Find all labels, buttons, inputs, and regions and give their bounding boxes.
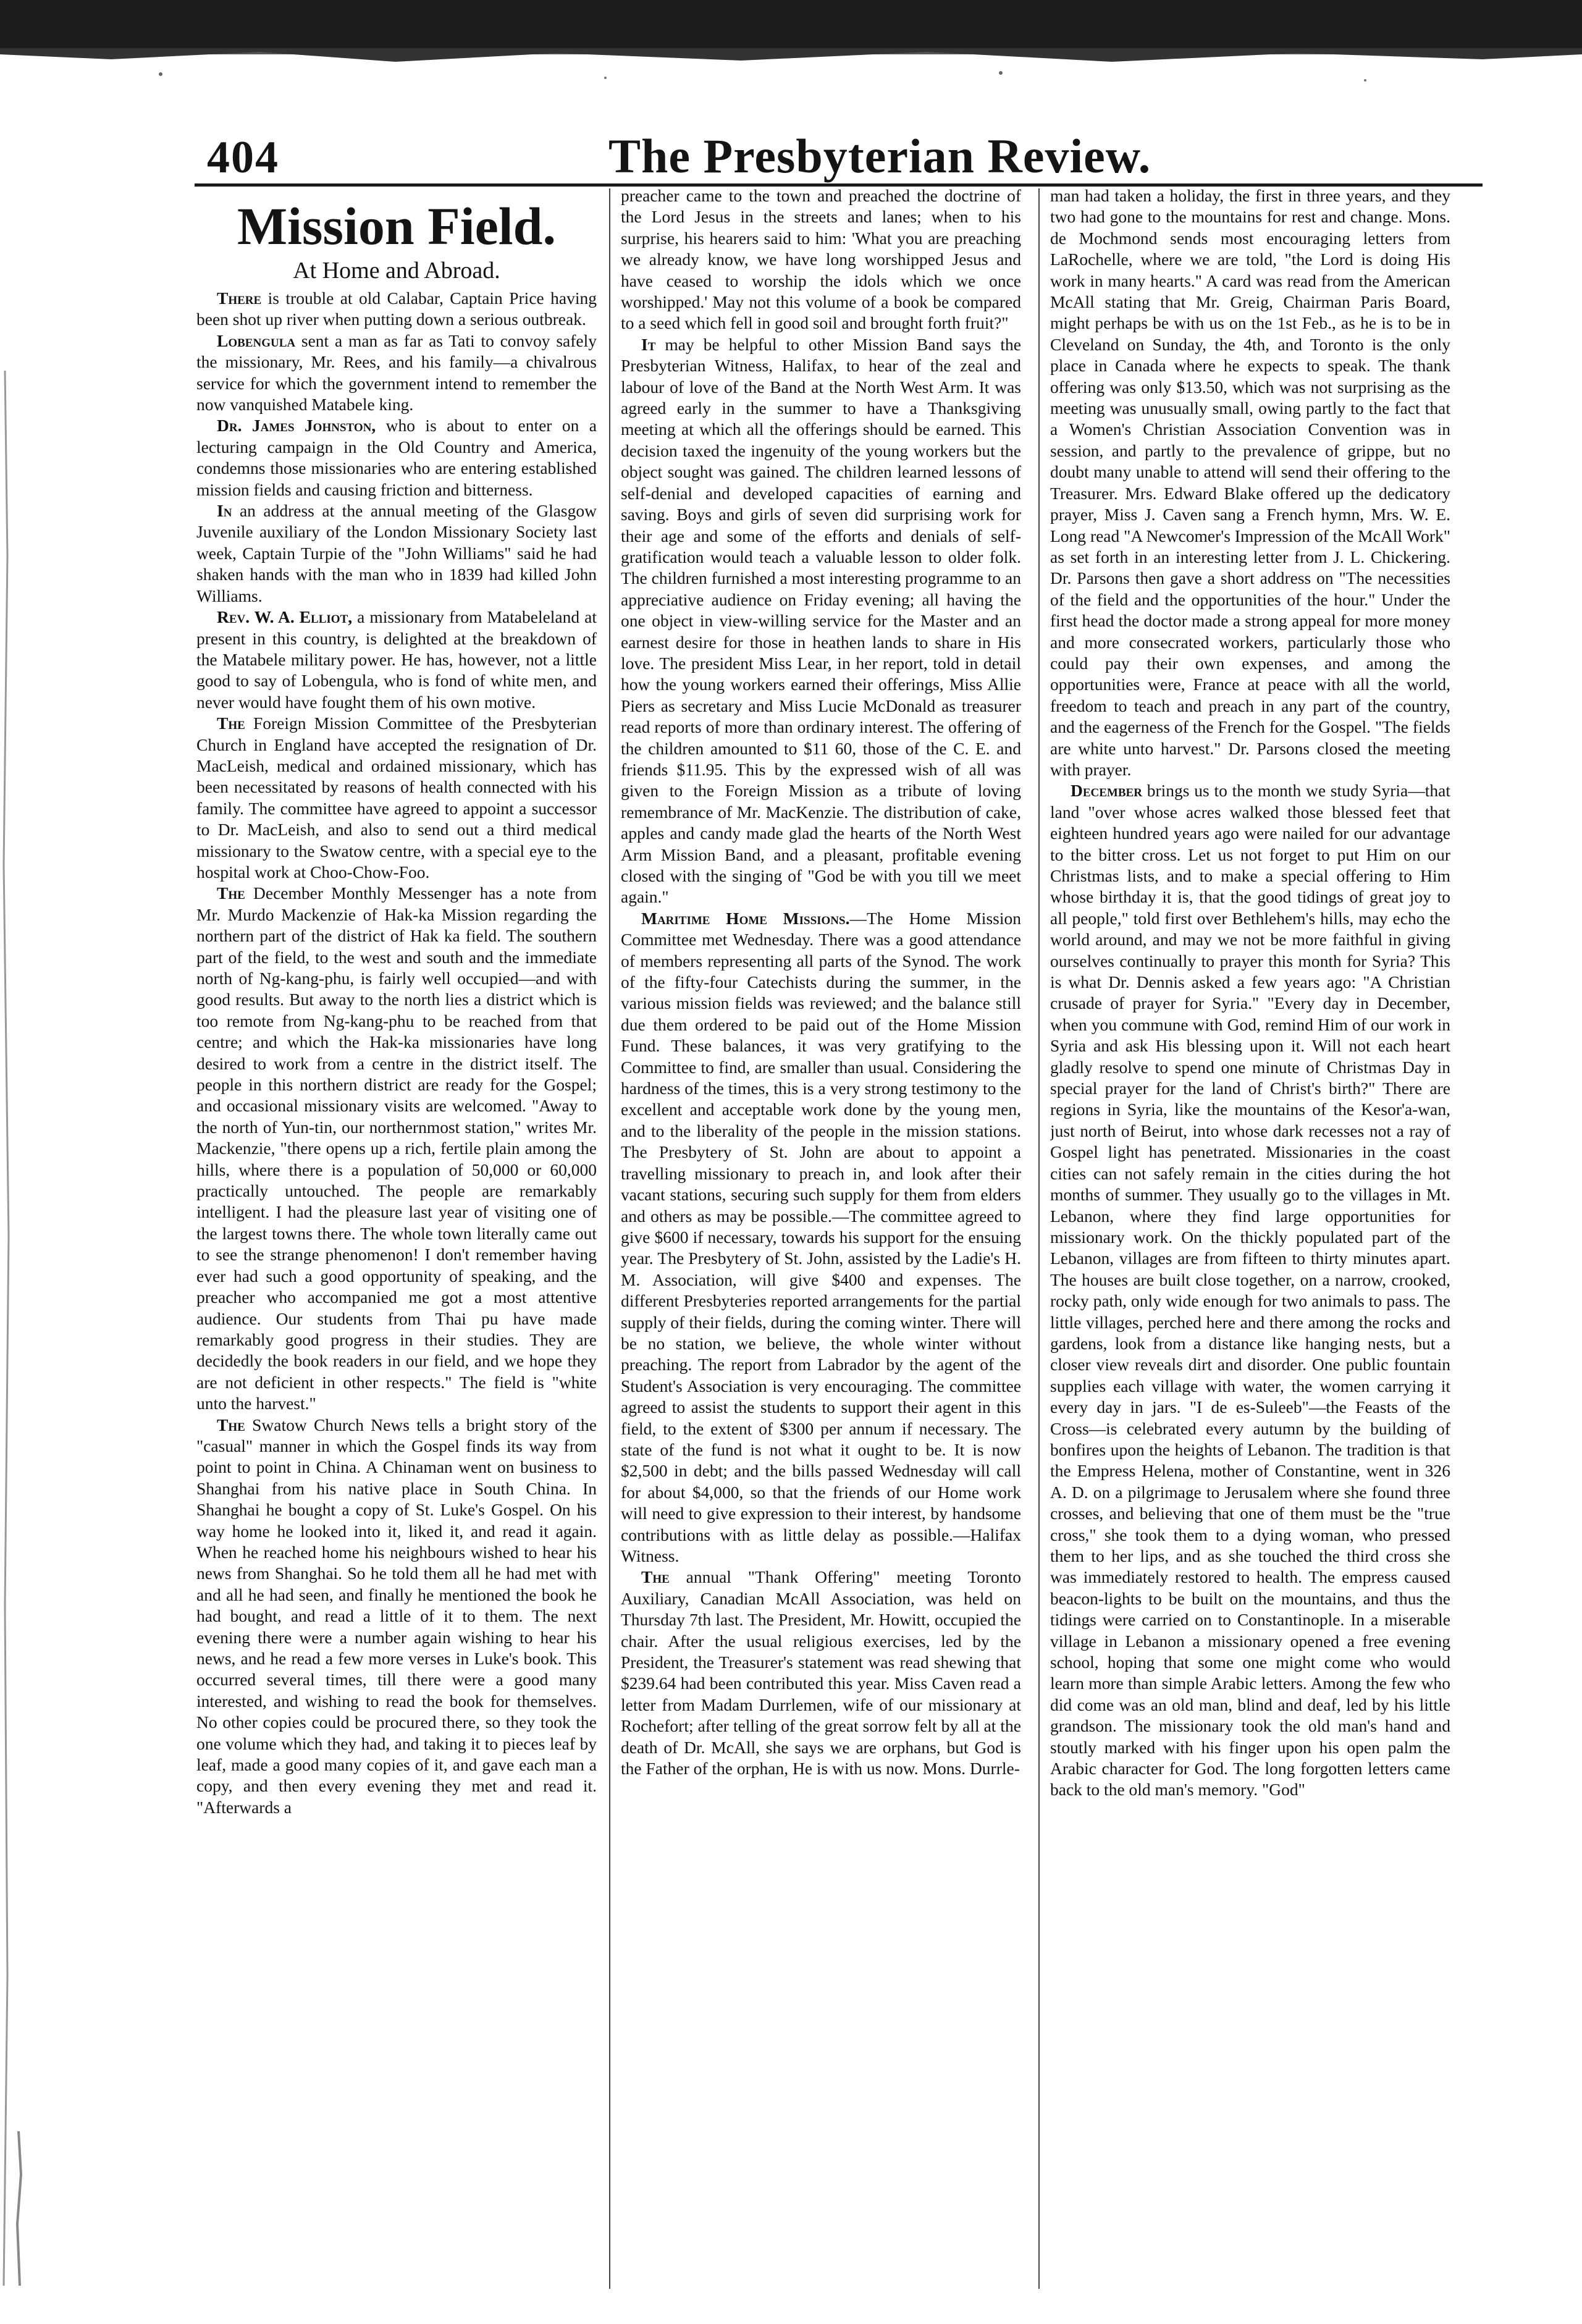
paragraph-lead-in: Lobengula [217, 330, 296, 350]
paragraph-lead-in: It [641, 334, 656, 354]
paragraph-text: a missionary from Matabeleland at present in this country, is delighted at the breakdown of the Matabele military power. He has, however, not a little good to say of Lobengula, who is fond of white men, and never would have fought them of his own motive. [196, 607, 597, 712]
article-paragraph [196, 500, 597, 607]
paragraph-text: Swatow Church News tells a bright story of the "casual" manner in which the Gospel finds its way from point to point in China. A Chinaman went on business to Shanghai from his native place in South China. In Shanghai he bought a copy of St. Luke's Gospel. On his way home he looked into it, liked it, and read it again. When he reached home his neighbours wished to hear his news from Shanghai. So he told them all he had met with and all he had seen, and finally he mentioned the book he had bought, and read a little of it to them. The next evening there were a number again wishing to hear his news, and he read a few more verses in Luke's book. This occurred several times, till there were a good many interested, and wishing to read the book for themselves. No other copies could be procured there, so they took the one volume which they had, and taking it to pieces leaf by leaf, made a good many copies of it, and gave each man a copy, and then every evening they met and read it. "Afterwards a [196, 1415, 597, 1817]
paragraph-text: sent a man as far as Tati to convoy safely the missionary, Mr. Rees, and his family—a chivalrous service for which the government intend to remember the now vanquished Matabele king. [196, 330, 597, 415]
scan-edge-artifact-top [0, 0, 1582, 124]
column-divider [609, 188, 610, 2289]
paragraph-text: annual "Thank Offering" meeting Toronto Auxiliary, Canadian McAll Association, was held on Thursday 7th last. The President, Mr. Howitt, occupied the chair. After the usual religious exercises, led by the President, the Treasurer's statement was read shewing that $239.64 had been contributed this year. Miss Caven read a letter from Madam Durrlemen, wife of our missionary at Rochefort; after telling of the great sorrow felt by all at the death of Dr. McAll, she says we are orphans, but God is the Father of the orphan, He is with us now. Mons. Durrle- [621, 1567, 1021, 1779]
column-1 [196, 185, 597, 2298]
paragraph-text: who is about to enter on a lecturing campaign in the Old Country and America, condemns those missionaries who are entering established mission fields and causing friction and bitterness. [196, 416, 597, 499]
paragraph-text: December Monthly Messenger has a note from Mr. Murdo Mackenzie of Hak-ka Mission regarding the northern part of the district of Hak ka field. The southern part of the field, to the west and south and the immediate north of Ng-kang-phu, is fairly well occupied—and with good results. But away to the north lies a district which is too remote from Ng-kang-phu to be reached from that centre; and which the Hak-ka missionaries have long desired to work from a centre in the district itself. The people in this northern district are ready for the Gospel; and occasional missionary visits are welcomed. "Away to the north of Yun-tin, our northernmost station," writes Mr. Mackenzie, "there opens up a rich, fertile plain among the hills, where there is a population of 50,000 or 60,000 practically untouched. The people are remarkably intelligent. I had the pleasure last year of visiting one of the largest towns there. The whole town literally came out to see the strange phenomenon! I don't remember having ever had such a good opportunity of speaking, and the preacher who accompanied me got a most attentive audience. Our students from Thai pu have made remarkably good progress in their studies. They are decidedly the book readers in our field, and we hope they are not deficient in other respects." The field is "white unto the harvest." [196, 883, 597, 1413]
paragraph-lead-in: The [217, 1415, 245, 1434]
article-paragraph [196, 1415, 597, 1819]
paragraph-text: Foreign Mission Committee of the Presbyterian Church in England have accepted the resignation of Dr. MacLeish, medical and ordained missionary, which has been necessitated by reasons of health connected with his family. The committee have agreed to appoint a successor to Dr. MacLeish, and also to send out a third medical missionary to the Swatow centre, with a special eye to the hospital work at Choo-Chow-Foo. [196, 714, 597, 882]
paragraph-lead-in: The [217, 883, 245, 903]
article-paragraph [196, 713, 597, 883]
paragraph-lead-in: Dr. James Johnston, [217, 416, 376, 436]
paragraph-text: man had taken a holiday, the first in three years, and they two had gone to the mountains for rest and change. Mons. de Mochmond sends most encouraging letters from LaRochelle, where we are told, "the Lord is doing His work in many hearts." A card was read from the American McAll stating that Mr. Greig, Chairman Paris Board, might perhaps be with us on the 1st Feb., as he is to be in Cleveland on Sunday, the 4th, and Toronto is the only place in Canada where he expects to speak. The thank offering was only $13.50, which was not surprising as the meeting was unusually small, owing partly to the fact that a Women's Christian Association Convention was in session, and partly to the prevalence of grippe, but no doubt many unable to attend will send their offering to the Treasurer. Mrs. Edward Blake offered up the dedicatory prayer, Miss J. Caven sang a French hymn, Mrs. W. E. Long read "A Newcomer's Impression of the McAll Work" as set forth in an interesting letter from J. L. Chickering. Dr. Parsons then gave a short address on "The necessities of the field and the opportunities of the hour." Under the first head the doctor made a strong appeal for more money and more consecrated workers, particularly those who could pay their own expenses, and among the opportunities were, France at peace with all the world, freedom to teach and preach in any part of the country, and the eagerness of the French for the Gospel. "The fields are white unto harvest." Dr. Parsons closed the meeting with prayer. [1050, 186, 1450, 779]
article-paragraph [196, 288, 597, 330]
article-paragraph [196, 607, 597, 713]
column-3-body [1050, 185, 1450, 1801]
paragraph-lead-in: The [641, 1567, 670, 1587]
paragraph-text: may be helpful to other Mission Band says the Presbyterian Witness, Halifax, to hear of the zeal and labour of love of the Band at the North West Arm. It was agreed early in the summer to have a Thanksgiving meeting at which all the offerings should be earned. This decision taxed the ingenuity of the young workers but the object sought was gained. The children learned lessons of self-denial and developed capacities of earning and saving. Boys and girls of seven did surprising work for their age and some of the efforts and denials of self-gratification would teach a valuable lesson to older folk. The children furnished a most interesting programme to an appreciative audience on Friday evening; all having the one object in view-willing service for the Master and an earnest desire for those in heathen lands to share in His love. The president Miss Lear, in her report, told in detail how the young workers earned their offerings, Miss Allie Piers as secretary and Miss Lucie McDonald as treasurer read reports of more than ordinary interest. The offering of the children amounted to $11 60, those of the C. E. and friends $11.95. This by the expressed wish of all was given to the Foreign Mission as a tribute of loving remembrance of Mr. MacKenzie. The distribution of cake, apples and candy made glad the hearts of the North West Arm Mission Band, and a pleasant, profitable evening closed with the singing of "God be with you till we meet again." [621, 334, 1021, 907]
column-2-body [621, 185, 1021, 1779]
article-paragraph [196, 330, 597, 416]
paragraph-text: is trouble at old Calabar, Captain Price having been shot up river when putting down a serious outbreak. [196, 288, 597, 329]
article-paragraph [621, 908, 1021, 1567]
paragraph-lead-in: December [1071, 781, 1142, 801]
running-head-title: The Presbyterian Review. [608, 129, 1151, 183]
scan-edge-artifact-left [0, 0, 37, 2324]
article-paragraph [621, 334, 1021, 908]
column-divider [1038, 188, 1040, 2289]
page-number: 404 [207, 132, 279, 183]
paragraph-lead-in: The [217, 714, 245, 733]
section-subtitle: At Home and Abroad. [293, 258, 500, 284]
paragraph-lead-in: Rev. W. A. Elliot, [217, 607, 353, 627]
article-paragraph [196, 415, 597, 500]
article-paragraph [1050, 780, 1450, 1801]
column-1-body [196, 288, 597, 1818]
paragraph-lead-in: Maritime Home Missions. [641, 908, 850, 928]
column-3 [1050, 185, 1450, 2298]
article-paragraph [1050, 185, 1450, 780]
paragraph-lead-in: There [217, 288, 262, 308]
article-paragraph [196, 883, 597, 1414]
column-2 [621, 185, 1021, 2298]
section-title: Mission Field. [237, 196, 557, 256]
paragraph-text: brings us to the month we study Syria—that land "over whose acres walked those blessed feet that eighteen hundred years ago were nailed for our advantage to the bitter cross. Let us not forget to put Him on our Christmas lists, and to make a special offering to Him whose birthday it is, that the good tidings of great joy to all people," told first over Bethlehem's hills, may echo the world around, and may we not be more faithful in giving ourselves continually to prayer this month for Syria? This is what Dr. Dennis asked a few years ago: "A Christian crusade of prayer for Syria." "Every day in December, when you commune with God, remind Him of our work in Syria and ask His blessing upon it. Will not each heart gladly resolve to spend one minute of Christmas Day in special prayer for the land of Christ's birth?" There are regions in Syria, like the mountains of the Kesor'a-wan, just north of Beirut, into whose dark recesses not a ray of Gospel light has penetrated. Missionaries in the coast cities can not safely remain in the cities during the hot months of summer. They usually go to the villages in Mt. Lebanon, where they find large opportunities for missionary work. On the thickly populated part of the Lebanon, villages are from fifteen to thirty minutes apart. The houses are built close together, on a narrow, crooked, rocky path, only wide enough for two animals to pass. The little villages, perched here and there among the rocks and gardens, look from a distance like hanging nests, but a closer view reveals dirt and disorder. One public fountain supplies each village with water, the women carrying it every day in jars. "I de es-Suleeb"—the Feasts of the Cross—is celebrated every autumn by the building of bonfires upon the heights of Lebanon. The tradition is that the Empress Helena, mother of Constantine, went in 326 A. D. on a pilgrimage to Jerusalem where she found three crosses, and believing that one of them must be the "true cross," she took them to a dying woman, who pressed them to her lips, and as she touched the third cross she was immediately restored to health. The empress caused beacon-lights to be built on the mountains, and thus the tidings were carried on to Constantinople. In a miserable village in Lebanon a missionary opened a free evening school, hoping that some one might come who would learn more than simple Arabic letters. Among the few who did come was an old man, blind and deaf, led by his little grandson. The missionary took the old man's hand and stoutly marked with his finger upon his open palm the Arabic character for God. The long forgotten letters came back to the old man's memory. "God" [1050, 781, 1450, 1800]
article-paragraph [621, 185, 1021, 334]
paragraph-lead-in: In [217, 501, 232, 521]
paragraph-text: —The Home Mission Committee met Wednesday. There was a good attendance of members representing all parts of the Synod. The work of the fifty-four Catechists during the summer, in the various mission fields was reviewed; and the balance still due them ordered to be paid out of the Home Mission Fund. These balances, it was very gratifying to the Committee to find, are smaller than usual. Considering the hardness of the times, this is a very strong testimony to the excellent and acceptable work done by the young men, and to the liberality of the people in the mission stations. The Presbytery of St. John are about to appoint a travelling missionary to preach in, and look after their vacant stations, securing such supply for them from elders and others as may be possible.—The committee agreed to give $600 if necessary, towards his support for the ensuing year. The Presbytery of St. John, assisted by the Ladie's H. M. Association, will give $400 and expenses. The different Presbyteries reported arrangements for the partial supply of their fields, during the coming winter. There will be no station, we believe, the whole winter without preaching. The report from Labrador by the agent of the Student's Association is very encouraging. The committee agreed to assist the students to support their agent in this field, to the extent of $300 per annum if necessary. The state of the fund is not what it ought to be. It is now $2,500 in debt; and the bills passed Wednesday will call for about $4,000, so that the friends of our Home work will need to give expression to their interest, by handsome contributions with as little delay as possible.—Halifax Witness. [621, 908, 1021, 1565]
paragraph-text: preacher came to the town and preached the doctrine of the Lord Jesus in the streets and lanes; when to his surprise, his hearers said to him: 'What you are preaching we already know, we have long worshipped Jesus and have ceased to worship the idols which we once worshipped.' May not this volume of a book be compared to a seed which fell in good soil and brought forth fruit?" [621, 186, 1021, 333]
article-paragraph [621, 1567, 1021, 1779]
paragraph-text: an address at the annual meeting of the Glasgow Juvenile auxiliary of the London Missionary Society last week, Captain Turpie of the "John Williams" said he had shaken hands with the man who in 1839 had killed John Williams. [196, 501, 597, 605]
